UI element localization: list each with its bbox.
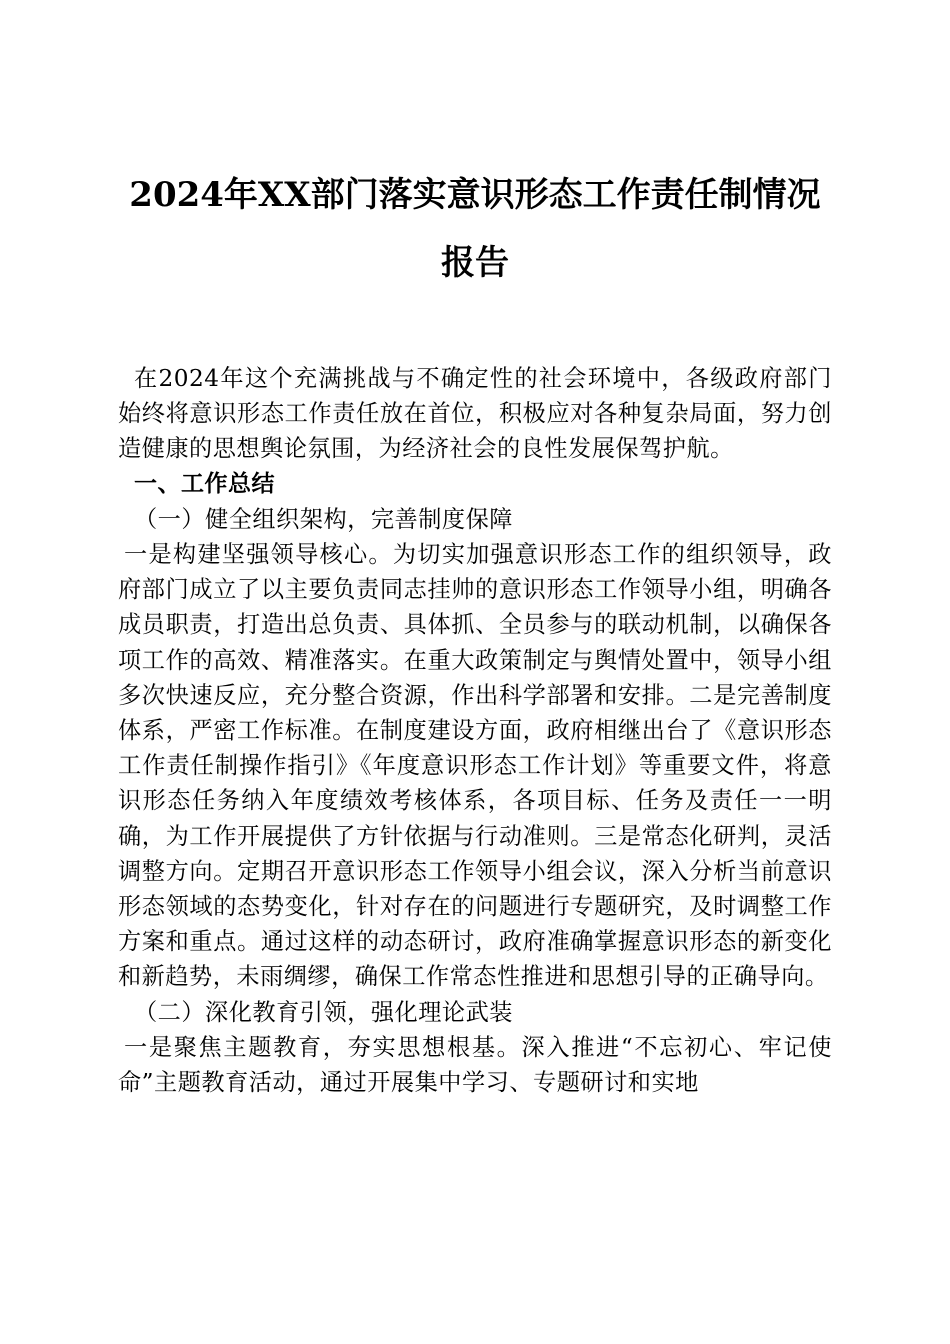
subsection-2-paragraph: 一是聚焦主题教育，夯实思想根基。深入推进“不忘初心、牢记使命”主题教育活动，通过开展集中学习、专题研讨和实地	[118, 1033, 832, 1097]
intro-paragraph: 在2024年这个充满挑战与不确定性的社会环境中，各级政府部门始终将意识形态工作责任放在首位，积极应对各种复杂局面，努力创造健康的思想舆论氛围，为经济社会的良性发展保驾护航。	[118, 365, 832, 463]
section-heading-work-summary: 一、工作总结	[134, 470, 275, 497]
document-title-line1: 2024年XX部门落实意识形态工作责任制情况	[129, 175, 821, 215]
document-body	[118, 361, 832, 1100]
subsection-heading-2: （二）深化教育引领，强化理论武装	[134, 998, 513, 1026]
subsection-1-paragraph: 一是构建坚强领导核心。为切实加强意识形态工作的组织领导，政府部门成立了以主要负责同志挂帅的意识形态工作领导小组，明确各成员职责，打造出总负责、具体抓、全员参与的联动机制，以确保各项工作的高效、精准落实。在重大政策制定与舆情处置中，领导小组多次快速反应，充分整合资源，作出科学部署和安排。二是完善制度体系，严密工作标准。在制度建设方面，政府相继出台了《意识形态工作责任制操作指引》《年度意识形态工作计划》等重要文件，将意识形态任务纳入年度绩效考核体系，各项目标、任务及责任一一明确，为工作开展提供了方针依据与行动准则。三是常态化研判，灵活调整方向。定期召开意识形态工作领导小组会议，深入分析当前意识形态领域的态势变化，针对存在的问题进行专题研究，及时调整工作方案和重点。通过这样的动态研讨，政府准确掌握意识形态的新变化和新趋势，未雨绸缪，确保工作常态性推进和思想引导的正确导向。	[118, 541, 832, 991]
document-title-line2: 报告	[441, 243, 509, 283]
subsection-heading-1: （一）健全组织架构，完善制度保障	[134, 505, 513, 533]
